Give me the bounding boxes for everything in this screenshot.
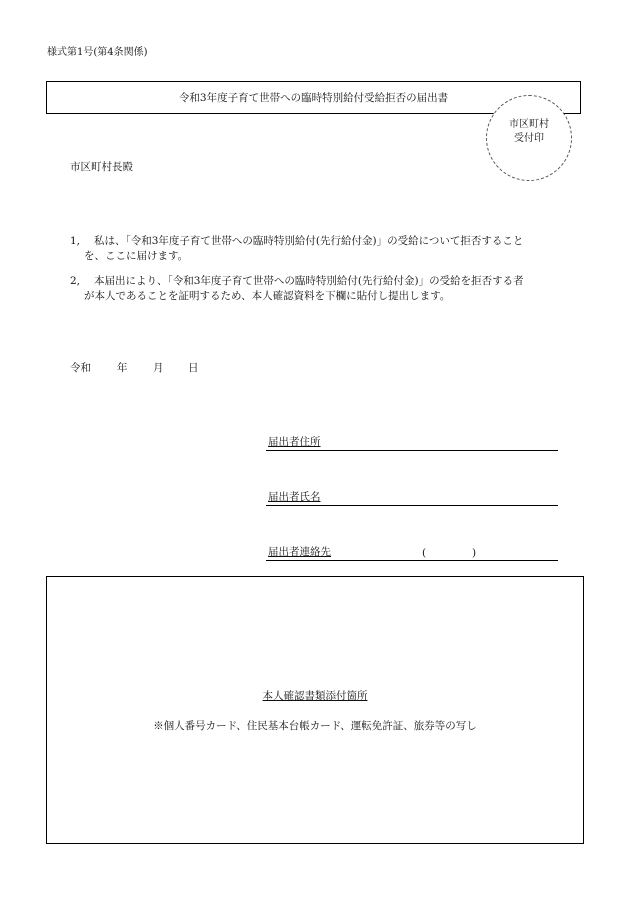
applicant-contact-field[interactable] bbox=[266, 542, 558, 561]
id-attachment-title: 本人確認書類添付箇所 bbox=[262, 690, 368, 702]
id-attachment-note: ※個人番号カード、住民基本台帳カード、運転免許証、旅券等の写し bbox=[153, 720, 477, 732]
contact-paren-close: ) bbox=[472, 547, 477, 559]
document-title: 令和3年度子育て世帯への臨時特別給付受給拒否の届出書 bbox=[178, 92, 449, 104]
item-number: 2, bbox=[70, 275, 81, 287]
applicant-name-label: 届出者氏名 bbox=[268, 491, 321, 503]
item-text-line2: が本人であることを証明するため、本人確認資料を下欄に貼付し提出します。 bbox=[84, 290, 451, 302]
item-number: 1, bbox=[70, 235, 81, 247]
statement-item-1 bbox=[70, 234, 590, 266]
stamp-label-received: 受付印 bbox=[514, 133, 544, 144]
item-text-line2: を、ここに届けます。 bbox=[84, 250, 189, 262]
applicant-address-field[interactable] bbox=[266, 432, 558, 451]
addressee: 市区町村長殿 bbox=[70, 161, 133, 173]
date-era: 令和 bbox=[70, 362, 91, 374]
form-number: 様式第1号(第4条関係) bbox=[47, 47, 148, 58]
reception-stamp-circle bbox=[486, 95, 572, 181]
stamp-label-office: 市区町村 bbox=[509, 119, 549, 130]
date-day: 日 bbox=[188, 362, 199, 374]
item-text-line1: 私は、「令和3年度子育て世帯への臨時特別給付(先行給付金)」の受給について拒否すること bbox=[94, 235, 524, 247]
item-text-line1: 本届出により、「令和3年度子育て世帯への臨時特別給付(先行給付金)」の受給を拒否する者 bbox=[94, 275, 524, 287]
contact-paren-open: ( bbox=[422, 547, 427, 559]
id-attachment-title-wrap bbox=[47, 688, 583, 703]
id-document-attachment-box[interactable] bbox=[46, 576, 584, 844]
date-year: 年 bbox=[117, 362, 128, 374]
date-month: 月 bbox=[153, 362, 164, 374]
statement-item-2 bbox=[70, 274, 590, 306]
applicant-contact-label: 届出者連絡先 bbox=[268, 546, 331, 558]
applicant-address-label: 届出者住所 bbox=[268, 436, 321, 448]
applicant-name-field[interactable] bbox=[266, 487, 558, 506]
